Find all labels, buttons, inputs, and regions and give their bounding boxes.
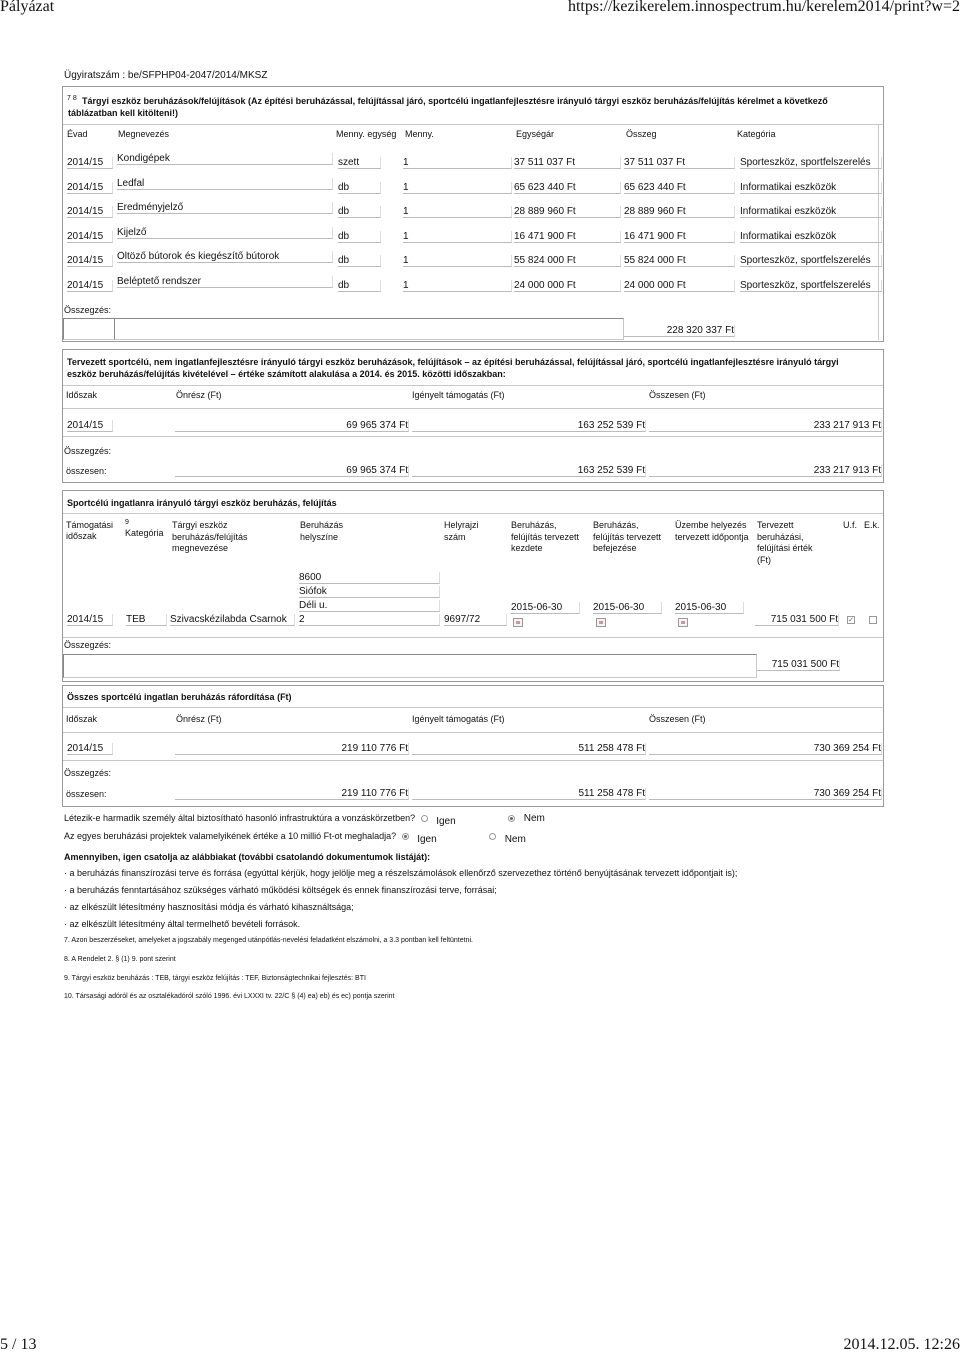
radio-yes[interactable] (402, 833, 409, 840)
category-field[interactable]: Sporteszköz, sportfelszerelés (740, 157, 882, 169)
own-field[interactable]: 219 110 776 Ft (175, 743, 409, 755)
total-field[interactable]: 24 000 000 Ft (624, 280, 735, 292)
col-header-place: Beruházás helyszíne (300, 520, 344, 542)
sum-value[interactable]: 715 031 500 Ft (757, 659, 840, 671)
non-property-investments-section (62, 349, 884, 483)
browser-page-title: Pályázat (0, 0, 55, 15)
section-title-cont: táblázatban kell kitölteni!) (68, 108, 179, 118)
col-header-name: Megnevezés (118, 129, 170, 139)
col-header-period: Időszak (66, 390, 98, 400)
name-field[interactable]: Ledfal (117, 178, 333, 190)
calendar-icon[interactable] (596, 618, 606, 627)
uf-checkbox[interactable]: ✓ (848, 617, 854, 624)
season-field[interactable]: 2014/15 (67, 182, 113, 194)
category-field[interactable]: Informatikai eszközök (740, 206, 882, 218)
lot-number-field[interactable]: 9697/72 (444, 614, 507, 626)
unit-field[interactable]: db (338, 255, 381, 267)
category-field[interactable]: Informatikai eszközök (740, 182, 882, 194)
attachment-item: · az elkészült létesítmény hasznosítási módja és várható kihasználtsága; (64, 902, 354, 912)
col-header-end: Beruházás, felújítás tervezett befejezése (593, 520, 662, 553)
footnote-ref: 9 (125, 519, 129, 526)
question-over-10m (64, 831, 526, 845)
col-header-period: Támogatási időszak (66, 520, 114, 541)
total-field[interactable]: 55 824 000 Ft (624, 255, 735, 267)
section-title: Összes sportcélú ingatlan beruházás ráfordítása (Ft) (67, 692, 292, 702)
col-header-total: Összesen (Ft) (649, 714, 706, 724)
col-header-support: Igényelt támogatás (Ft) (412, 714, 505, 724)
name-field[interactable]: Öltöző bútorok és kiegészítő bútorok (117, 251, 333, 263)
unit-field[interactable]: db (338, 280, 381, 292)
period-field[interactable]: 2014/15 (67, 614, 113, 626)
city-field[interactable]: Siófok (299, 586, 440, 598)
footnote-ref: 7 8 (67, 95, 77, 102)
summary-cell-empty (114, 318, 624, 340)
unit-price-field[interactable]: 16 471 900 Ft (514, 231, 621, 243)
unit-price-field[interactable]: 28 889 960 Ft (514, 206, 621, 218)
col-header-season: Évad (67, 129, 88, 139)
attachment-item: · az elkészült létesítmény által termelhető bevételi források. (64, 919, 301, 929)
unit-price-field[interactable]: 37 511 037 Ft (514, 157, 621, 169)
name-field[interactable]: Eredményjelző (117, 202, 333, 214)
col-header-ek: E.k. (864, 520, 880, 530)
col-header-category: Kategória (737, 129, 776, 139)
question-text: Az egyes beruházási projektek valamelyikének értéke a 10 millió Ft-ot meghaladja? (64, 831, 397, 841)
summary-label: Összegzés: (64, 305, 112, 315)
category-field[interactable]: Informatikai eszközök (740, 231, 882, 243)
qty-field[interactable]: 1 (403, 280, 512, 292)
house-number-field[interactable]: 2 (299, 614, 440, 626)
col-header-total: Összesen (Ft) (649, 390, 706, 400)
unit-field[interactable]: db (338, 182, 381, 194)
footnote: 10. Társasági adóról és az osztalékadóról szóló 1996. évi LXXXI tv. 22/C § (4) ea) eb) és ec) pontja szerint (64, 993, 395, 1000)
col-header-name: Tárgyi eszköz beruházás/felújítás megnevezése (172, 520, 248, 553)
total-field[interactable]: 28 889 960 Ft (624, 206, 735, 218)
unit-field[interactable]: db (338, 231, 381, 243)
sum-total[interactable]: 233 217 913 Ft (649, 465, 882, 477)
section-title: Tervezett sportcélú, nem ingatlanfejlesztésre irányuló tárgyi eszköz beruházások, felújítások – az építési beruházással, felújítással járó, sportcélú ingatlanfejlesztésre irányuló tárgyi (67, 357, 839, 367)
col-header-category: Kategória (125, 528, 164, 538)
col-header-lot: Helyrajzi szám (444, 520, 479, 542)
category-field[interactable]: Sporteszköz, sportfelszerelés (740, 255, 882, 267)
operation-date-field[interactable]: 2015-06-30 (675, 602, 744, 614)
section-title-cont: eszköz beruházás/felújítás kivételével – értéke számított alakulása a 2014. és 2015. közötti időszakban: (67, 369, 506, 379)
col-header-qty: Menny. (405, 129, 434, 139)
sum-total[interactable]: 730 369 254 Ft (649, 788, 882, 800)
col-header-support: Igényelt támogatás (Ft) (412, 390, 505, 400)
question-text: Létezik-e harmadik személy által biztosítható hasonló infrastruktúra a vonzáskörzetben? (64, 813, 416, 823)
calendar-icon[interactable] (513, 618, 523, 627)
attachments-title: Amennyiben, igen csatolja az alábbiakat (további csatolandó dokumentumok listáját): (64, 852, 431, 862)
season-field[interactable]: 2014/15 (67, 255, 113, 267)
col-header-unit: Menny. egység (336, 129, 397, 139)
own-field[interactable]: 69 965 374 Ft (175, 420, 409, 432)
radio-yes-label: Igen (417, 834, 437, 845)
sum-own[interactable]: 69 965 374 Ft (175, 465, 409, 477)
ek-checkbox[interactable] (869, 616, 877, 624)
unit-field[interactable]: db (338, 206, 381, 218)
support-field[interactable]: 511 258 478 Ft (412, 743, 646, 755)
name-field[interactable]: Kijelző (117, 227, 333, 239)
browser-url[interactable]: https://kezikerelem.innospectrum.hu/kerelem2014/print?w=2 (567, 0, 960, 15)
qty-field[interactable]: 1 (403, 255, 512, 267)
radio-no[interactable] (508, 815, 515, 822)
footnote: 7. Azon beszerzéseket, amelyeket a jogszabály megenged utánpótlás-nevelési feladatként elszámolni, a 3.3 pontban kell feltüntetni. (64, 937, 473, 944)
attachment-item: · a beruházás finanszírozási terve és forrása (egyúttal kérjük, hogy jelölje meg a részelszámolások ellenőrző szervezethez történő benyújtásának tervezett időpontjait is); (64, 868, 738, 878)
qty-field[interactable]: 1 (403, 231, 512, 243)
footnote: 8. A Rendelet 2. § (1) 9. pont szerint (64, 956, 176, 963)
qty-field[interactable]: 1 (403, 206, 512, 218)
name-field[interactable]: Szivacskézilabda Csarnok (170, 614, 295, 626)
col-header-uf: U.f. (843, 520, 858, 530)
end-date-field[interactable]: 2015-06-30 (593, 602, 662, 614)
unit-price-field[interactable]: 24 000 000 Ft (514, 280, 621, 292)
season-field[interactable]: 2014/15 (67, 231, 113, 243)
col-header-value: Tervezett beruházási, felújítási érték (Ft) (757, 520, 813, 565)
col-header-own: Önrész (Ft) (176, 390, 222, 400)
summary-label: Összegzés: (64, 640, 112, 650)
name-field[interactable]: Kondigépek (117, 153, 333, 165)
total-label: összesen: (66, 789, 107, 799)
period-field[interactable]: 2014/15 (67, 743, 113, 755)
season-field[interactable]: 2014/15 (67, 157, 113, 169)
period-field[interactable]: 2014/15 (67, 420, 113, 432)
category-field[interactable]: Sporteszköz, sportfelszerelés (740, 280, 882, 292)
radio-no[interactable] (489, 833, 496, 840)
name-field[interactable]: Beléptető rendszer (117, 276, 333, 288)
total-label: összesen: (66, 466, 107, 476)
col-header-start: Beruházás, felújítás tervezett kezdete (511, 520, 580, 553)
season-field[interactable]: 2014/15 (67, 280, 113, 292)
qty-field[interactable]: 1 (403, 182, 512, 194)
radio-no-label: Nem (523, 813, 545, 824)
sum-own[interactable]: 219 110 776 Ft (175, 788, 409, 800)
col-header-total: Összeg (626, 129, 657, 139)
zip-field[interactable]: 8600 (299, 572, 440, 584)
col-header-unit-price: Egységár (516, 129, 555, 139)
support-field[interactable]: 163 252 539 Ft (412, 420, 646, 432)
summary-label: Összegzés: (64, 446, 112, 456)
unit-price-field[interactable]: 65 623 440 Ft (514, 182, 621, 194)
total-field[interactable]: 233 217 913 Ft (649, 420, 882, 432)
sum-support[interactable]: 163 252 539 Ft (412, 465, 646, 477)
radio-no-label: Nem (504, 834, 526, 845)
file-number: Ügyiratszám : be/SFPHP04-2047/2014/MKSZ (64, 70, 268, 81)
value-field[interactable]: 715 031 500 Ft (755, 614, 839, 626)
summary-label: Összegzés: (64, 768, 112, 778)
section-title: Tárgyi eszköz beruházások/felújítások (Az építési beruházással, felújítással járó, sportcélú ingatlanfejlesztésre irányuló tárgyi eszköz beruházás/felújítás kérelmet a következő (82, 96, 828, 106)
unit-field[interactable]: szett (338, 157, 381, 169)
radio-yes-label: Igen (436, 816, 456, 827)
qty-field[interactable]: 1 (403, 157, 512, 169)
season-field[interactable]: 2014/15 (67, 206, 113, 218)
sum-support[interactable]: 511 258 478 Ft (412, 788, 646, 800)
question-third-party (64, 813, 545, 827)
page-number: 5 / 13 (0, 1336, 37, 1353)
summary-cell-empty (63, 654, 757, 678)
sum-total-value[interactable]: 228 320 337 Ft (624, 325, 735, 337)
col-header-own: Önrész (Ft) (176, 714, 222, 724)
total-field[interactable]: 37 511 037 Ft (624, 157, 735, 169)
col-header-period: Időszak (66, 714, 98, 724)
category-field[interactable]: TEB (126, 614, 167, 626)
attachment-item: · a beruházás fenntartásához szükséges várható működési költségek és ennek finanszírozási terve, forrásai; (64, 885, 497, 895)
section-title: Sportcélú ingatlanra irányuló tárgyi eszköz beruházás, felújítás (67, 498, 337, 508)
unit-price-field[interactable]: 55 824 000 Ft (514, 255, 621, 267)
total-field[interactable]: 65 623 440 Ft (624, 182, 735, 194)
col-header-operation: Üzembe helyezés tervezett időpontja (675, 520, 749, 542)
total-field[interactable]: 730 369 254 Ft (649, 743, 882, 755)
calendar-icon[interactable] (678, 618, 688, 627)
radio-yes[interactable] (421, 815, 428, 822)
start-date-field[interactable]: 2015-06-30 (511, 602, 580, 614)
footnote: 9. Tárgyi eszköz beruházás : TEB, tárgyi eszköz felújítás : TEF, Biztonságtechnikai fejlesztés: BTI (64, 975, 366, 982)
total-field[interactable]: 16 471 900 Ft (624, 231, 735, 243)
summary-cell-empty (63, 318, 115, 340)
street-field[interactable]: Déli u. (299, 600, 440, 612)
print-datetime: 2014.12.05. 12:26 (843, 1336, 960, 1353)
